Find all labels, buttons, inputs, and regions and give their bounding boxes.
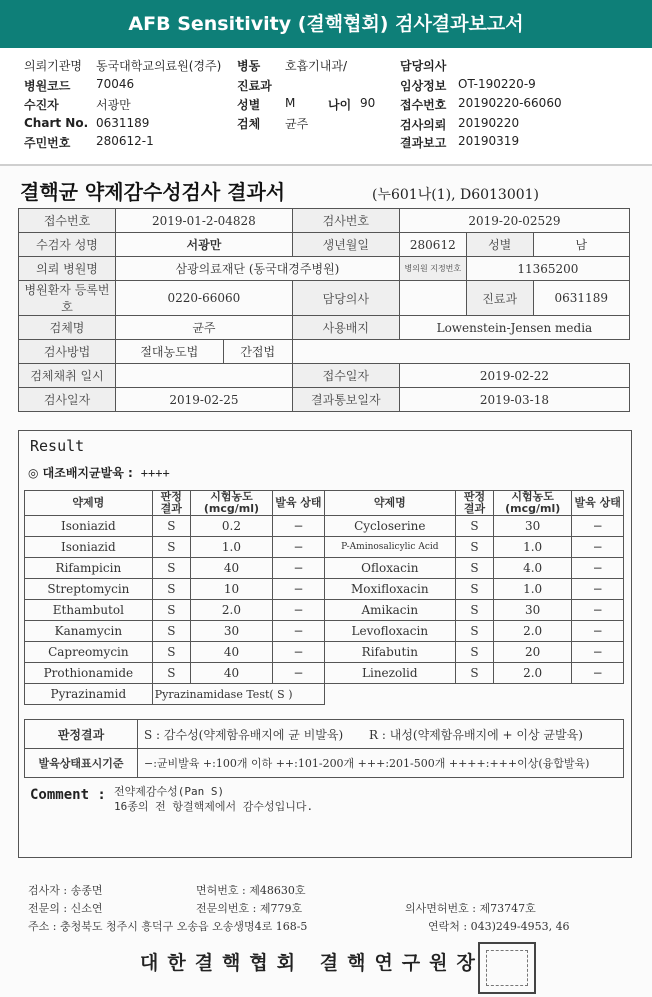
ward-value: 호흡기내과/ bbox=[285, 59, 348, 73]
drug-growth: − bbox=[273, 579, 325, 600]
drug-conc: 30 bbox=[494, 516, 572, 537]
notify-label: 결과통보일자 bbox=[292, 388, 399, 412]
license-2: 전문의번호 : 제779호 bbox=[196, 902, 303, 915]
drug-result: S bbox=[455, 558, 493, 579]
doctor-label2: 담당의사 bbox=[292, 281, 399, 316]
drug-growth: − bbox=[572, 663, 624, 684]
drug-result: S bbox=[152, 579, 190, 600]
doctor-label: 담당의사 bbox=[400, 59, 447, 73]
chart-value: 0631189 bbox=[96, 116, 150, 130]
drug-name: Streptomycin bbox=[25, 579, 153, 600]
specimen-label2: 검체명 bbox=[19, 316, 116, 340]
receipt-no-label: 접수번호 bbox=[19, 209, 116, 233]
birth: 280612 bbox=[399, 233, 466, 257]
drug-result: S bbox=[455, 600, 493, 621]
clinical-value: OT-190220-9 bbox=[458, 77, 536, 91]
drug-growth: − bbox=[572, 579, 624, 600]
dept-label2: 진료과 bbox=[466, 281, 533, 316]
hospital: 삼광의료재단 (동국대경주병원) bbox=[116, 257, 400, 281]
drug-name: Ethambutol bbox=[25, 600, 153, 621]
patient-label: 수진자 bbox=[24, 98, 59, 112]
table-row bbox=[25, 684, 624, 705]
result-title: Result bbox=[30, 437, 85, 455]
drug-conc: 2.0 bbox=[494, 663, 572, 684]
drug-result: S bbox=[455, 642, 493, 663]
drug-growth: − bbox=[572, 558, 624, 579]
table-row bbox=[25, 600, 624, 621]
method-empty bbox=[292, 340, 629, 364]
drug-growth: − bbox=[572, 642, 624, 663]
test-date-label: 검사일자 bbox=[19, 388, 116, 412]
drug-conc: 4.0 bbox=[494, 558, 572, 579]
drug-result: S bbox=[152, 621, 190, 642]
test-no-label: 검사번호 bbox=[292, 209, 399, 233]
drug-result: S bbox=[455, 579, 493, 600]
drug-conc: 20 bbox=[494, 642, 572, 663]
drug-name: Rifampicin bbox=[25, 558, 153, 579]
drug-growth: − bbox=[572, 516, 624, 537]
receipt-label: 접수번호 bbox=[400, 98, 447, 112]
clinical-label: 임상정보 bbox=[400, 79, 447, 93]
drug-growth: − bbox=[273, 600, 325, 621]
info-table bbox=[18, 208, 630, 412]
col-result-right: 판정 결과 bbox=[455, 491, 493, 516]
drug-result: S bbox=[455, 663, 493, 684]
drug-result: S bbox=[152, 516, 190, 537]
drug-conc: 0.2 bbox=[190, 516, 272, 537]
drug-table bbox=[24, 490, 624, 705]
drug-result: S bbox=[455, 516, 493, 537]
drug-name: Capreomycin bbox=[25, 642, 153, 663]
col-drug-left: 약제명 bbox=[25, 491, 153, 516]
media-label: 사용배지 bbox=[292, 316, 399, 340]
drug-name: Rifabutin bbox=[324, 642, 455, 663]
empty-cell bbox=[324, 684, 623, 705]
resident-label: 주민번호 bbox=[24, 136, 71, 150]
drug-conc: 30 bbox=[190, 621, 272, 642]
drug-conc: 40 bbox=[190, 558, 272, 579]
judge-r: R : 내성(약제함유배지에 + 이상 균발육) bbox=[369, 727, 583, 742]
institution-value: 동국대학교의료원(경주) bbox=[96, 59, 222, 73]
col-conc-right: 시험농도 (mcg/ml) bbox=[494, 491, 572, 516]
pza-value: Pyrazinamidase Test( S ) bbox=[152, 684, 324, 705]
drug-growth: − bbox=[572, 600, 624, 621]
growth-std: −:균비발육 +:100개 이하 ++:101-200개 +++:201-500개 ++++:+++이상(융합발육) bbox=[138, 749, 624, 778]
table-row bbox=[25, 558, 624, 579]
report-label: 결과보고 bbox=[400, 136, 447, 150]
specimen: 균주 bbox=[116, 316, 293, 340]
report-value: 20190319 bbox=[458, 134, 520, 148]
table-row bbox=[25, 579, 624, 600]
drug-name: P-Aminosalicylic Acid bbox=[324, 537, 455, 558]
drug-result: S bbox=[152, 663, 190, 684]
col-conc-left: 시험농도 (mcg/ml) bbox=[190, 491, 272, 516]
license-1: 면허번호 : 제48630호 bbox=[196, 884, 306, 897]
col-growth-right: 발육 상태 bbox=[572, 491, 624, 516]
organization-name: 대한결핵협회 결핵연구원장 bbox=[140, 952, 484, 974]
drug-name: Levofloxacin bbox=[324, 621, 455, 642]
table-row bbox=[25, 516, 624, 537]
method-label: 검사방법 bbox=[19, 340, 116, 364]
drug-name: Isoniazid bbox=[25, 537, 153, 558]
drug-name: Kanamycin bbox=[25, 621, 153, 642]
tester: 검사자 : 송종면 bbox=[28, 884, 103, 897]
media: Lowenstein-Jensen media bbox=[399, 316, 629, 340]
drug-growth: − bbox=[273, 642, 325, 663]
drug-growth: − bbox=[273, 537, 325, 558]
drug-result: S bbox=[455, 537, 493, 558]
judge-label: 판정결과 bbox=[25, 720, 138, 749]
drug-result: S bbox=[455, 621, 493, 642]
growth-label: ◎ 대조배지균발육 : bbox=[28, 466, 133, 480]
dept: 0631189 bbox=[533, 281, 630, 316]
drug-growth: − bbox=[572, 537, 624, 558]
table-row bbox=[25, 663, 624, 684]
judge-values bbox=[138, 720, 624, 749]
hosp-code-label: 병의원 지정번호 bbox=[399, 257, 466, 281]
hosp-code: 11365200 bbox=[466, 257, 629, 281]
hospital-label: 의뢰 병원명 bbox=[19, 257, 116, 281]
dept-label: 진료과 bbox=[237, 79, 272, 93]
drug-conc: 1.0 bbox=[494, 537, 572, 558]
drug-result: S bbox=[152, 558, 190, 579]
doc-code: (누601나(1), D6013001) bbox=[372, 187, 540, 203]
notify: 2019-03-18 bbox=[399, 388, 629, 412]
specialist: 전문의 : 신소연 bbox=[28, 902, 103, 915]
drug-conc: 2.0 bbox=[494, 621, 572, 642]
drug-growth: − bbox=[273, 516, 325, 537]
drug-conc: 1.0 bbox=[190, 537, 272, 558]
drug-growth: − bbox=[572, 621, 624, 642]
reg: 0220-66060 bbox=[116, 281, 293, 316]
col-growth-left: 발육 상태 bbox=[273, 491, 325, 516]
drug-growth: − bbox=[273, 558, 325, 579]
chart-label: Chart No. bbox=[24, 116, 89, 130]
ward-label: 병동 bbox=[237, 59, 261, 73]
drug-name: Linezolid bbox=[324, 663, 455, 684]
col-drug-right: 약제명 bbox=[324, 491, 455, 516]
request-label: 검사의뢰 bbox=[400, 118, 447, 132]
method1: 절대농도법 bbox=[116, 340, 224, 364]
table-row bbox=[25, 537, 624, 558]
test-date: 2019-02-25 bbox=[116, 388, 293, 412]
age-label: 나이 bbox=[328, 98, 352, 112]
legend-table bbox=[24, 719, 624, 778]
col-result-left: 판정 결과 bbox=[152, 491, 190, 516]
address: 주소 : 충청북도 청주시 흥덕구 오송읍 오송생명4로 168-5 bbox=[28, 920, 308, 933]
receipt-no: 2019-01-2-04828 bbox=[116, 209, 293, 233]
receipt-value: 20190220-66060 bbox=[458, 96, 562, 110]
institution-label: 의뢰기관명 bbox=[24, 59, 82, 73]
report-title: AFB Sensitivity (결핵협회) 검사결과보고서 bbox=[0, 0, 652, 48]
specimen-value: 균주 bbox=[285, 117, 309, 131]
sex-label2: 성별 bbox=[466, 233, 533, 257]
drug-name: Amikacin bbox=[324, 600, 455, 621]
pza-name: Pyrazinamid bbox=[25, 684, 153, 705]
reg-label: 병원환자 등록번호 bbox=[19, 281, 116, 316]
contact: 연락처 : 043)249-4953, 46 bbox=[428, 920, 570, 933]
comment-text bbox=[114, 784, 313, 814]
table-row bbox=[25, 621, 624, 642]
growth-value: ++++ bbox=[140, 466, 170, 480]
table-row bbox=[25, 642, 624, 663]
method2: 간접법 bbox=[223, 340, 292, 364]
resident-value: 280612-1 bbox=[96, 134, 154, 148]
drug-growth: − bbox=[273, 663, 325, 684]
drug-name: Isoniazid bbox=[25, 516, 153, 537]
control-growth bbox=[28, 464, 170, 481]
birth-label: 생년월일 bbox=[292, 233, 399, 257]
drug-result: S bbox=[152, 642, 190, 663]
comment-line-2: 16종의 전 항결핵제에서 감수성입니다. bbox=[114, 800, 314, 813]
doc-title: 결핵균 약제감수성검사 결과서 bbox=[20, 180, 286, 204]
drug-conc: 40 bbox=[190, 642, 272, 663]
drug-growth: − bbox=[273, 621, 325, 642]
drug-name: Moxifloxacin bbox=[324, 579, 455, 600]
hospital-code-value: 70046 bbox=[96, 77, 135, 91]
drug-conc: 1.0 bbox=[494, 579, 572, 600]
test-no: 2019-20-02529 bbox=[399, 209, 629, 233]
judge-s: S : 감수성(약제함유배지에 균 비발육) bbox=[144, 727, 344, 742]
drug-name: Prothionamide bbox=[25, 663, 153, 684]
sex-value: M bbox=[285, 96, 296, 110]
drug-name: Cycloserine bbox=[324, 516, 455, 537]
growth-std-label: 발육상태표시기준 bbox=[25, 749, 138, 778]
patient-value: 서광만 bbox=[96, 98, 131, 112]
doctor bbox=[399, 281, 466, 316]
hospital-code-label: 병원코드 bbox=[24, 79, 71, 93]
drug-conc: 40 bbox=[190, 663, 272, 684]
specimen-label: 검체 bbox=[237, 117, 261, 131]
sex: 남 bbox=[533, 233, 630, 257]
drug-name: Ofloxacin bbox=[324, 558, 455, 579]
name: 서광만 bbox=[116, 233, 293, 257]
collect-label: 검체채취 일시 bbox=[19, 364, 116, 388]
drug-conc: 30 bbox=[494, 600, 572, 621]
license-3: 의사면허번호 : 제73747호 bbox=[405, 902, 536, 915]
comment-line-1: 전약제감수성(Pan S) bbox=[114, 785, 225, 798]
drug-conc: 2.0 bbox=[190, 600, 272, 621]
collect bbox=[116, 364, 293, 388]
sex-label: 성별 bbox=[237, 98, 261, 112]
name-label: 수검자 성명 bbox=[19, 233, 116, 257]
drug-conc: 10 bbox=[190, 579, 272, 600]
accept: 2019-02-22 bbox=[399, 364, 629, 388]
comment-label: Comment : bbox=[30, 787, 106, 803]
age-value: 90 bbox=[360, 96, 376, 110]
accept-label: 접수일자 bbox=[292, 364, 399, 388]
drug-result: S bbox=[152, 537, 190, 558]
request-value: 20190220 bbox=[458, 116, 520, 130]
drug-result: S bbox=[152, 600, 190, 621]
official-seal-stamp bbox=[478, 942, 536, 994]
